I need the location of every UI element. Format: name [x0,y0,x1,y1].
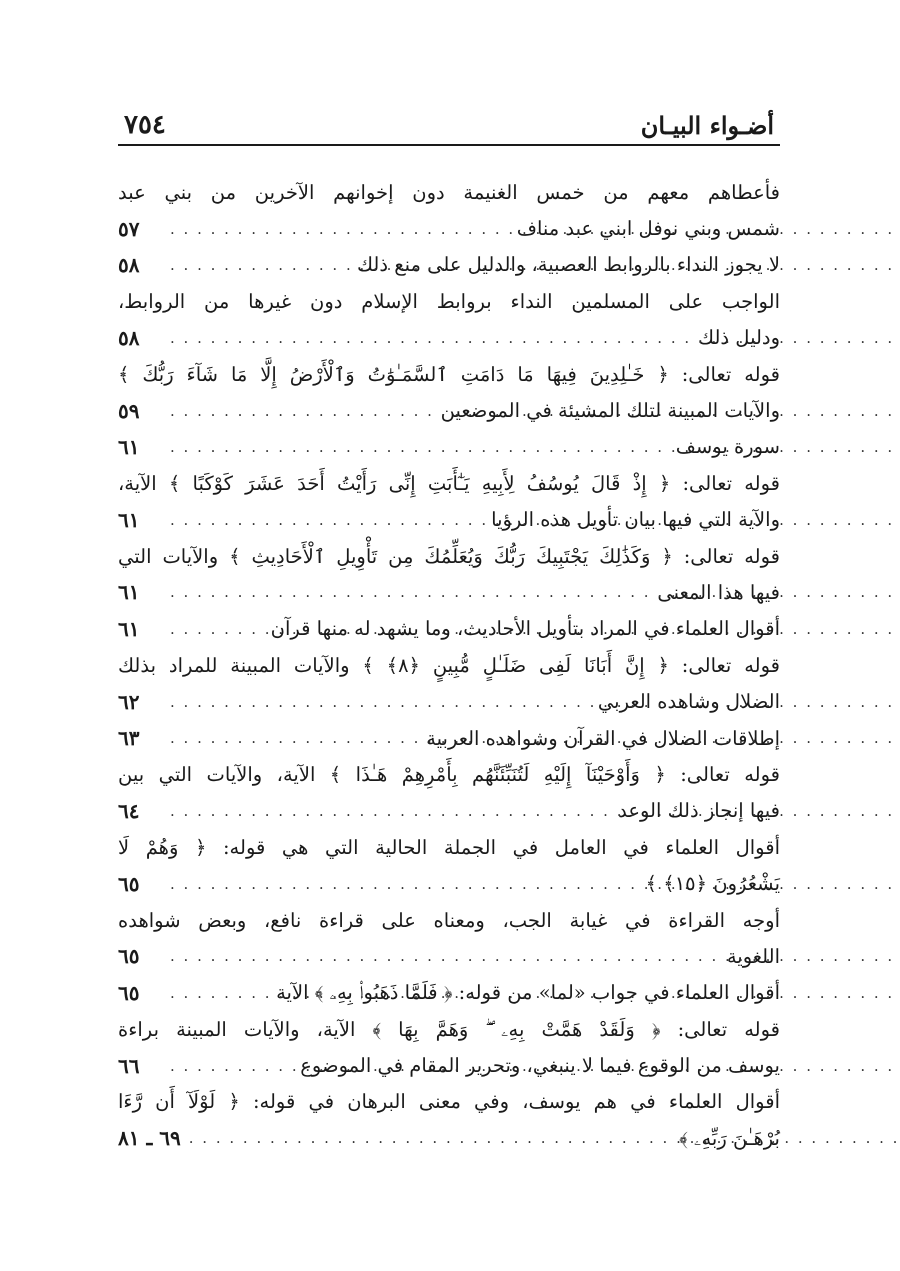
toc-page-number: ٦١ [118,434,140,459]
toc-page-number: ٥٧ [118,216,140,241]
toc-page-number: ٦٤ [118,798,140,823]
dot-leader [170,329,690,347]
toc-line-text: قوله تعالى: ﴿ إِذْ قَالَ يُوسُفُ لِأَبِيهِ يَـٰٓأَبَتِ إِنِّى رَأَيْتُ أَحَدَ عَشَرَ كَوْكَبًا ﴾ الآية، [118,471,780,495]
toc-page-number: ٦٣ [118,726,140,751]
toc-line-text: أقوال العلماء في جواب «لما» من قوله: ﴿ فَلَمَّا ذَهَبُوا۟ بِهِۦ ﴾ الآية [276,981,780,1005]
toc-line-text: الضلال وشاهده العربي [597,690,780,714]
toc-line [118,647,780,683]
toc-line [118,502,780,538]
toc-page-number: ٥٩ [118,398,140,423]
toc-line [118,1011,780,1047]
table-of-contents [118,174,780,1157]
dot-leader [170,802,610,820]
toc-line-text: قوله تعالى: ﴿ وَلَقَدْ هَمَّتْ بِهِۦ ۖ وَهَمَّ بِهَا ﴾ الآية، والآيات المبينة براءة [118,1017,780,1041]
toc-page-number: ٦٢ [118,689,140,714]
toc-line [118,720,780,756]
dot-leader [170,875,638,893]
toc-line-text: قوله تعالى: ﴿ إِنَّ أَبَانَا لَفِى ضَلَـٰلٍ مُّبِينٍ ﴿٨﴾ ﴾ والآيات المبينة للمراد بذلك [118,653,780,677]
dot-leader [189,1129,671,1147]
dot-leader [170,693,590,711]
toc-page-number: ٦١ [118,580,140,605]
toc-line-text: ودليل ذلك [698,326,780,350]
toc-line [118,429,780,465]
dot-leader [170,947,719,965]
toc-page-number: ٥٨ [118,252,140,277]
toc-line-text: لا يجوز النداء بالروابط العصبية، والدليل على منع ذلك [356,253,780,277]
toc-line [118,1084,780,1120]
toc-page-number: ٦٥ [118,944,140,969]
toc-page-number: ٦٩ ـ ٨١ [118,1126,181,1151]
toc-page-number: ٦١ [118,616,140,641]
toc-page-number: ٦٦ [118,1053,140,1078]
toc-line-text: فيها إنجاز ذلك الوعد [618,799,780,823]
toc-line-text: يَشْعُرُونَ ﴿١٥﴾ ﴾ [645,872,780,896]
toc-line [118,865,780,901]
dot-leader [170,511,483,529]
toc-line [118,392,780,428]
dot-leader [170,1057,292,1075]
dot-leader [170,256,349,274]
toc-line-text: اللغوية [726,944,780,968]
toc-page-number: ٥٨ [118,325,140,350]
dot-leader [170,984,268,1002]
toc-line [118,465,780,501]
toc-line [118,283,780,319]
toc-line [118,683,780,719]
toc-line [118,902,780,938]
toc-line-text: يوسف من الوقوع فيما لا ينبغي، وتحرير المقام في الموضوع [300,1054,780,1078]
toc-line [118,320,780,356]
toc-line [118,574,780,610]
dot-leader [170,620,263,638]
toc-line [118,829,780,865]
toc-line-text: والآيات المبينة لتلك المشيئة في الموضعين [440,399,780,423]
toc-line-text: أقوال العلماء في العامل في الجملة الحالية التي هي قوله: ﴿ وَهُمْ لَا [118,835,780,859]
toc-page-number: ٦١ [118,507,140,532]
dot-leader [170,402,433,420]
toc-line-text: أقوال العلماء في هم يوسف، وفي معنى البرهان في قوله: ﴿ لَوْلَآ أَن رَّءَا [118,1090,780,1114]
toc-line [118,174,780,210]
book-title: أضـواء البيـان [640,111,774,140]
toc-line-text: فأعطاهم معهم من خمس الغنيمة دون إخوانهم الآخرين من بني عبد [118,180,780,204]
toc-line [118,210,780,246]
toc-line [118,356,780,392]
toc-line [118,1120,780,1156]
toc-line-text: قوله تعالى: ﴿ خَـٰلِدِينَ فِيهَا مَا دَامَتِ ٱلسَّمَـٰوَٰتُ وَٱلْأَرْضُ إِلَّا مَا شَآءَ رَبُّكَ ﴾ [118,362,780,386]
page-number: ٧٥٤ [124,110,166,140]
toc-line-text: إطلاقات الضلال في القرآن وشواهده العربية [426,726,780,750]
toc-line-text: سورة يوسف [675,435,780,459]
toc-line [118,793,780,829]
toc-line-text: قوله تعالى: ﴿ وَكَذَٰلِكَ يَجْتَبِيكَ رَبُّكَ وَيُعَلِّمُكَ مِن تَأْوِيلِ ٱلْأَحَادِيثِ ﴾ والآيات التي [118,544,780,568]
dot-leader [170,729,418,747]
toc-page-number: ٦٥ [118,871,140,896]
dot-leader [170,220,509,238]
toc-line-text: شمس وبني نوفل ابني عبد مناف [516,217,780,241]
toc-line-text: والآية التي فيها بيان تأويل هذه الرؤيا [491,508,780,532]
toc-line [118,1047,780,1083]
toc-line [118,938,780,974]
toc-line [118,975,780,1011]
toc-line-text: فيها هذا المعنى [657,580,780,604]
dot-leader [170,438,668,456]
toc-line-text: بُرْهَـٰنَ رَبِّهِۦ ﴾ [679,1126,780,1150]
dot-leader [170,583,649,601]
running-header [118,100,780,146]
toc-line-text: قوله تعالى: ﴿ وَأَوْحَيْنَآ إِلَيْهِ لَتُنَبِّئَنَّهُم بِأَمْرِهِمْ هَـٰذَا ﴾ الآية، والآيات التي بين [118,762,780,786]
toc-line [118,756,780,792]
toc-line-text: الواجب على المسلمين النداء بروابط الإسلام دون غيرها من الروابط، [118,289,780,313]
toc-line [118,538,780,574]
toc-page-number: ٦٥ [118,980,140,1005]
toc-line [118,247,780,283]
toc-line [118,611,780,647]
toc-line-text: أقوال العلماء في المراد بتأويل الأحاديث، وما يشهد له منها قرآن [270,617,780,641]
book-page [118,100,780,1157]
toc-line-text: أوجه القراءة في غيابة الجب، ومعناه على قراءة نافع، وبعض شواهده [118,908,780,932]
